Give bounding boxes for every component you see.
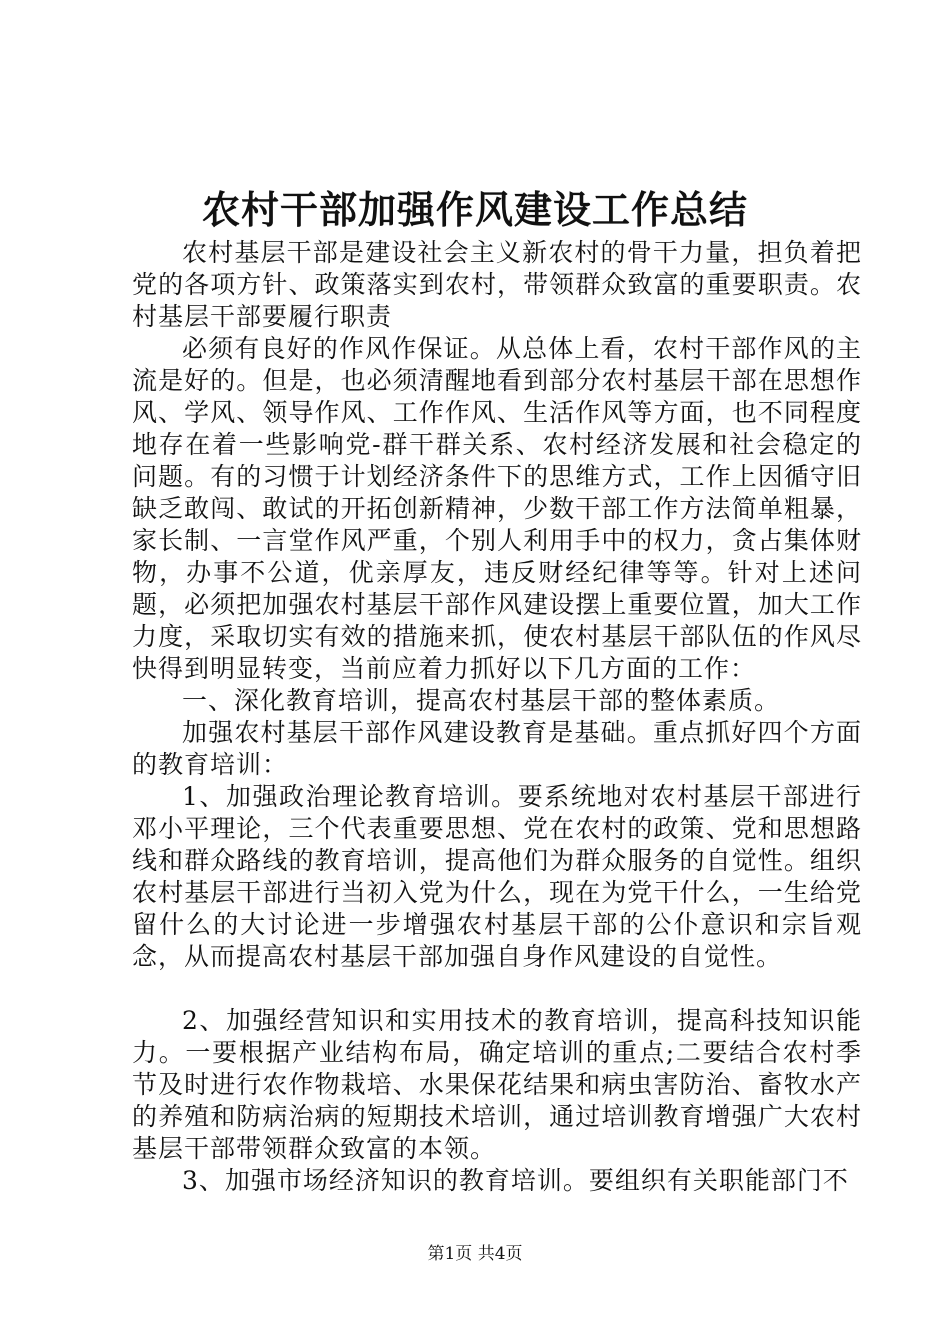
paragraph: 必须有良好的作风作保证。从总体上看，农村干部作风的主流是好的。但是，也必须清醒地看到部分农村基层干部在思想作风、学风、领导作风、工作作风、生活作风等方面，也不同程度地存在着一些影响党-群干群关系、农村经济发展和社会稳定的问题。有的习惯于计划经济条件下的思维方式，工作上因循守旧缺乏敢闯、敢试的开拓创新精神，少数干部工作方法简单粗暴，家长制、一言堂作风严重，个别人利用手中的权力，贪占集体财物，办事不公道，优亲厚友，违反财经纪律等等。针对上述问题，必须把加强农村基层干部作风建设摆上重要位置，加大工作力度，采取切实有效的措施来抓，使农村基层干部队伍的作风尽快得到明显转变，当前应着力抓好以下几方面的工作： <box>132 334 862 683</box>
paragraph: 1、加强政治理论教育培训。要系统地对农村基层干部进行邓小平理论，三个代表重要思想、党在农村的政策、党和思想路线和群众路线的教育培训，提高他们为群众服务的自觉性。组织农村基层干部进行当初入党为什么，现在为党干什么，一生给党留什么的大讨论进一步增强农村基层干部的公仆意识和宗旨观念，从而提高农村基层干部加强自身作风建设的自觉性。 <box>132 782 862 971</box>
paragraph: 加强农村基层干部作风建设教育是基础。重点抓好四个方面的教育培训： <box>132 718 862 779</box>
section-heading: 一、深化教育培训，提高农村基层干部的整体素质。 <box>182 686 781 715</box>
paragraph: 3、加强市场经济知识的教育培训。要组织有关职能部门不 <box>182 1166 849 1195</box>
page-number-footer: 第1页 共4页 <box>427 1244 523 1264</box>
document-title: 农村干部加强作风建设工作总结 <box>201 187 748 232</box>
paragraph: 2、加强经营知识和实用技术的教育培训，提高科技知识能力。一要根据产业结构布局，确定培训的重点;二要结合农村季节及时进行农作物栽培、水果保花结果和病虫害防治、畜牧水产的养殖和防病治病的短期技术培训，通过培训教育增强广大农村基层干部带领群众致富的本领。 <box>132 1006 862 1163</box>
paragraph: 农村基层干部是建设社会主义新农村的骨干力量，担负着把党的各项方针、政策落实到农村，带领群众致富的重要职责。农村基层干部要履行职责 <box>132 238 862 331</box>
document-body <box>132 237 862 1197</box>
